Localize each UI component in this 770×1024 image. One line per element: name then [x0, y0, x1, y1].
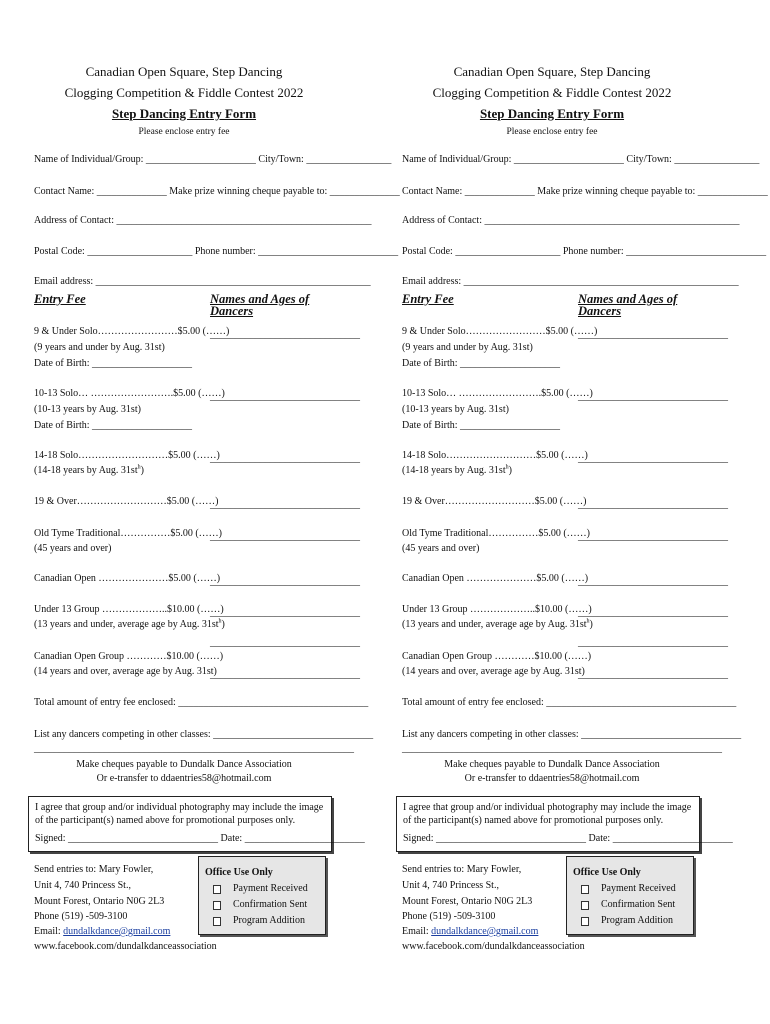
dancers-heading: Names and Ages of Dancers: [578, 292, 678, 318]
checkbox-icon[interactable]: [581, 901, 589, 910]
other-classes-field[interactable]: List any dancers competing in other classes: ________________________________: [34, 729, 374, 740]
signature-date-field[interactable]: Signed: ______________________________ Date: ________________________: [35, 833, 365, 844]
dancer-name-field[interactable]: ______________________________: [210, 391, 360, 402]
checkbox-icon[interactable]: [213, 917, 221, 926]
dancer-name-field[interactable]: ______________________________: [578, 607, 728, 618]
email-field[interactable]: Email address: _______________________________________________________: [402, 276, 739, 287]
office-use-box: [566, 856, 694, 935]
event-title-line1: Canadian Open Square, Step Dancing: [85, 64, 283, 79]
checkbox-icon[interactable]: [213, 885, 221, 894]
dancer-name-field[interactable]: ______________________________: [578, 531, 728, 542]
entry-canadian-open-fee: Canadian Open …………………$5.00 (……): [34, 573, 221, 584]
program-addition-item[interactable]: Program Addition: [601, 915, 673, 927]
entry-9-under-fee: 9 & Under Solo……………………$5.00 (……): [34, 326, 230, 337]
payable-line: Make cheques payable to Dundalk Dance Association: [444, 759, 660, 770]
facebook-link[interactable]: www.facebook.com/dundalkdanceassociation: [402, 941, 585, 952]
dancer-name-field[interactable]: ______________________________: [210, 531, 360, 542]
total-fee-field[interactable]: Total amount of entry fee enclosed: ______________________________________: [402, 697, 737, 708]
entry-old-tyme-note: (45 years and over): [402, 543, 480, 554]
dancer-name-field[interactable]: ______________________________: [578, 329, 728, 340]
office-use-box: [198, 856, 326, 935]
confirmation-sent-item[interactable]: Confirmation Sent: [233, 899, 307, 911]
address-line2: Mount Forest, Ontario N0G 2L3: [402, 896, 533, 907]
entry-old-tyme-fee: Old Tyme Traditional……………$5.00 (……): [402, 528, 591, 539]
dancer-name-field[interactable]: ______________________________: [210, 499, 360, 510]
name-city-field[interactable]: Name of Individual/Group: ______________________ City/Town: _________________: [402, 154, 760, 165]
address-field[interactable]: Address of Contact: ___________________________________________________: [34, 215, 372, 226]
email-label: Email:: [34, 926, 64, 937]
entry-9-under-fee: 9 & Under Solo……………………$5.00 (……): [402, 326, 598, 337]
entry-10-13-note: (10-13 years by Aug. 31st): [34, 404, 141, 415]
event-title-line1: Canadian Open Square, Step Dancing: [453, 64, 651, 79]
entry-under-13-group-fee: Under 13 Group ………………..$10.00 (……): [34, 604, 224, 615]
payment-received-item[interactable]: Payment Received: [601, 883, 676, 895]
photo-consent-text: I agree that group and/or individual photography may include the image of the participant(s) named above for promotional purposes only.: [403, 802, 692, 826]
entry-19-over-fee: 19 & Over………………………$5.00 (……): [34, 496, 219, 507]
dancer-name-field[interactable]: ______________________________: [210, 329, 360, 340]
office-use-title: Office Use Only: [205, 867, 273, 878]
photo-consent-box: [396, 796, 733, 852]
postal-phone-field[interactable]: Postal Code: _____________________ Phone number: ____________________________: [34, 246, 399, 257]
address-field[interactable]: Address of Contact: ___________________________________________________: [402, 215, 740, 226]
phone: Phone (519) -509-3100: [34, 911, 128, 922]
entry-14-18-fee: 14-18 Solo………………………$5.00 (……): [34, 450, 220, 461]
send-to: Send entries to: Mary Fowler,: [34, 864, 154, 875]
other-classes-field-2[interactable]: ________________________________________________________________: [402, 743, 722, 754]
payable-line: Make cheques payable to Dundalk Dance Association: [76, 759, 292, 770]
entry-19-over-fee: 19 & Over………………………$5.00 (……): [402, 496, 587, 507]
email-link[interactable]: dundalkdance@gmail.com: [63, 926, 171, 937]
total-fee-field[interactable]: Total amount of entry fee enclosed: ______________________________________: [34, 697, 369, 708]
facebook-link[interactable]: www.facebook.com/dundalkdanceassociation: [34, 941, 217, 952]
postal-phone-field[interactable]: Postal Code: _____________________ Phone number: ____________________________: [402, 246, 767, 257]
entry-10-13-fee: 10-13 Solo… …………………….$5.00 (……): [402, 388, 593, 399]
contact-cheque-field[interactable]: Contact Name: ______________ Make prize winning cheque payable to: ______________: [34, 186, 400, 197]
contact-email: [402, 926, 538, 938]
dancer-name-field[interactable]: ______________________________: [210, 607, 360, 618]
entry-10-13-dob[interactable]: Date of Birth: ____________________: [402, 420, 561, 431]
checkbox-icon[interactable]: [581, 885, 589, 894]
entry-fee-heading: Entry Fee: [402, 292, 454, 306]
entry-9-under-note: (9 years and under by Aug. 31st): [402, 342, 533, 353]
enclose-note: Please enclose entry fee: [138, 127, 230, 137]
entry-fee-heading: Entry Fee: [34, 292, 86, 306]
dancers-heading: Names and Ages of Dancers: [210, 292, 310, 318]
email-field[interactable]: Email address: _______________________________________________________: [34, 276, 371, 287]
address-line1: Unit 4, 740 Princess St.,: [34, 880, 131, 891]
entry-old-tyme-note: (45 years and over): [34, 543, 112, 554]
phone: Phone (519) -509-3100: [402, 911, 496, 922]
dancer-name-field[interactable]: ______________________________: [578, 453, 728, 464]
dancer-name-field[interactable]: ______________________________: [578, 391, 728, 402]
dancer-name-field[interactable]: ______________________________: [210, 637, 360, 648]
signature-date-field[interactable]: Signed: ______________________________ Date: ________________________: [403, 833, 733, 844]
entry-9-under-note: (9 years and under by Aug. 31st): [34, 342, 165, 353]
payment-received-item[interactable]: Payment Received: [233, 883, 308, 895]
enclose-note: Please enclose entry fee: [506, 127, 598, 137]
event-title-line2: Clogging Competition & Fiddle Contest 2022: [432, 85, 672, 100]
name-city-field[interactable]: Name of Individual/Group: ______________________ City/Town: _________________: [34, 154, 392, 165]
contact-email: [34, 926, 170, 938]
dancer-name-field[interactable]: ______________________________: [578, 637, 728, 648]
etransfer-line: Or e-transfer to ddaentries58@hotmail.com: [464, 773, 640, 784]
entry-old-tyme-fee: Old Tyme Traditional……………$5.00 (……): [34, 528, 223, 539]
entry-under-13-group-fee: Under 13 Group ………………..$10.00 (……): [402, 604, 592, 615]
entry-open-group-fee: Canadian Open Group …………$10.00 (……): [402, 651, 592, 662]
entry-under-13-group-note: (13 years and under, average age by Aug. $31st^h$): [402, 618, 593, 630]
form-title: Step Dancing Entry Form: [479, 106, 625, 121]
event-title-line2: Clogging Competition & Fiddle Contest 2022: [64, 85, 304, 100]
entry-open-group-note: (14 years and over, average age by Aug. 31st): [402, 666, 585, 677]
etransfer-line: Or e-transfer to ddaentries58@hotmail.com: [96, 773, 272, 784]
office-use-title: Office Use Only: [573, 867, 641, 878]
entry-10-13-fee: 10-13 Solo… …………………….$5.00 (……): [34, 388, 225, 399]
send-to: Send entries to: Mary Fowler,: [402, 864, 522, 875]
dancer-name-field[interactable]: ______________________________: [210, 453, 360, 464]
program-addition-item[interactable]: Program Addition: [233, 915, 305, 927]
entry-open-group-note: (14 years and over, average age by Aug. 31st): [34, 666, 217, 677]
other-classes-field[interactable]: List any dancers competing in other classes: ________________________________: [402, 729, 742, 740]
form-title: Step Dancing Entry Form: [111, 106, 257, 121]
address-line2: Mount Forest, Ontario N0G 2L3: [34, 896, 165, 907]
entry-14-18-note: (14-18 years by Aug. $31st^h$): [34, 464, 144, 476]
entry-canadian-open-fee: Canadian Open …………………$5.00 (……): [402, 573, 589, 584]
entry-14-18-note: (14-18 years by Aug. $31st^h$): [402, 464, 512, 476]
checkbox-icon[interactable]: [213, 901, 221, 910]
entry-9-under-dob[interactable]: Date of Birth: ____________________: [34, 358, 193, 369]
email-label: Email:: [402, 926, 432, 937]
entry-14-18-fee: 14-18 Solo………………………$5.00 (……): [402, 450, 588, 461]
dancer-name-field[interactable]: ______________________________: [210, 669, 360, 680]
dancer-name-field[interactable]: ______________________________: [578, 499, 728, 510]
entry-9-under-dob[interactable]: Date of Birth: ____________________: [402, 358, 561, 369]
address-line1: Unit 4, 740 Princess St.,: [402, 880, 499, 891]
dancer-name-field[interactable]: ______________________________: [210, 576, 360, 587]
entry-open-group-fee: Canadian Open Group …………$10.00 (……): [34, 651, 224, 662]
entry-10-13-dob[interactable]: Date of Birth: ____________________: [34, 420, 193, 431]
confirmation-sent-item[interactable]: Confirmation Sent: [601, 899, 675, 911]
photo-consent-box: [28, 796, 365, 852]
email-link[interactable]: dundalkdance@gmail.com: [431, 926, 539, 937]
contact-cheque-field[interactable]: Contact Name: ______________ Make prize winning cheque payable to: ______________: [402, 186, 768, 197]
entry-10-13-note: (10-13 years by Aug. 31st): [402, 404, 509, 415]
checkbox-icon[interactable]: [581, 917, 589, 926]
other-classes-field-2[interactable]: ________________________________________________________________: [34, 743, 354, 754]
dancer-name-field[interactable]: ______________________________: [578, 669, 728, 680]
dancer-name-field[interactable]: ______________________________: [578, 576, 728, 587]
entry-under-13-group-note: (13 years and under, average age by Aug. $31st^h$): [34, 618, 225, 630]
photo-consent-text: I agree that group and/or individual photography may include the image of the participant(s) named above for promotional purposes only.: [35, 802, 324, 826]
